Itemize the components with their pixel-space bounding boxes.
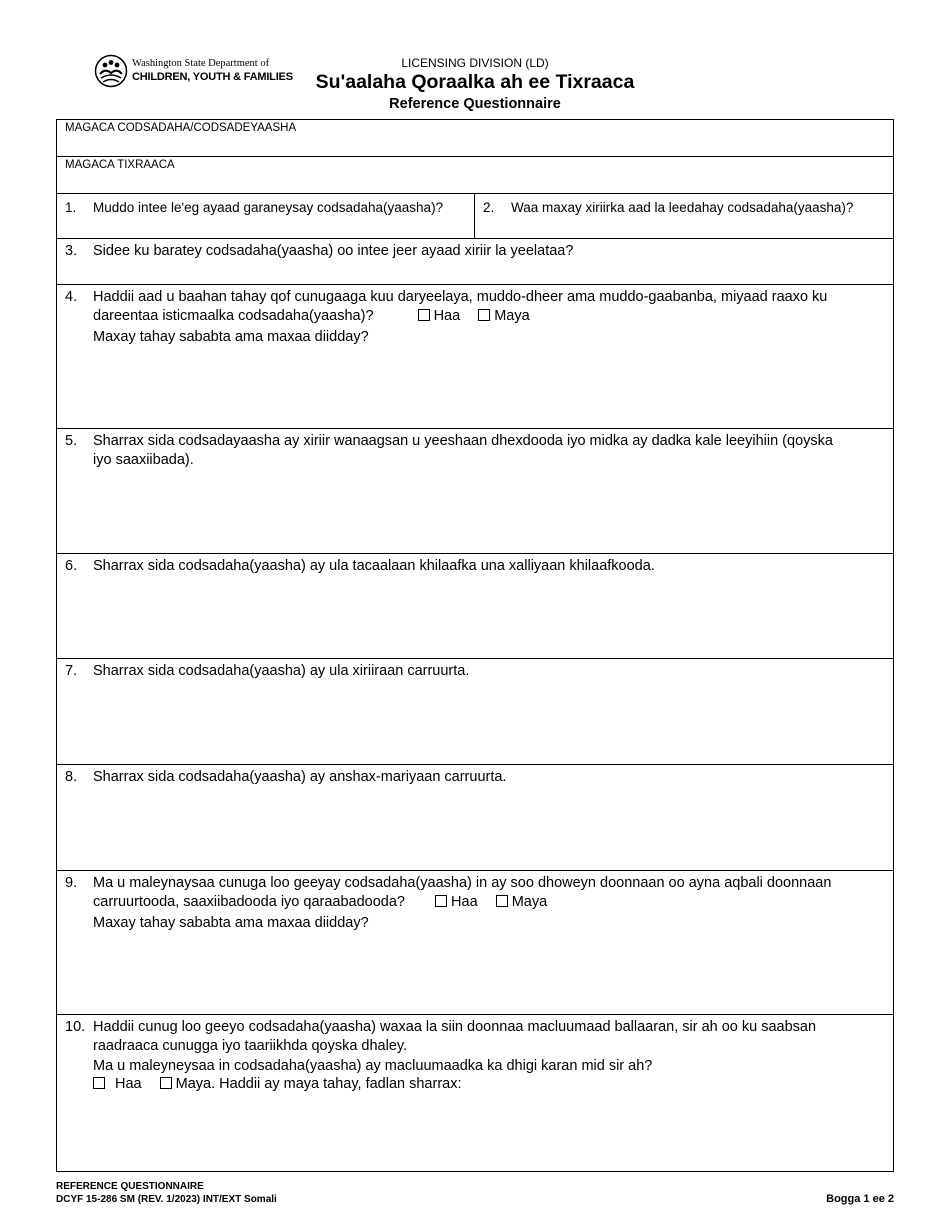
question-2-text: Waa maxay xiriirka aad la leedahay codsadaha(yaasha)? bbox=[511, 200, 854, 215]
question-4-no-checkbox[interactable] bbox=[478, 309, 490, 321]
division-label: LICENSING DIVISION (LD) bbox=[401, 56, 549, 70]
question-4-no-label: Maya bbox=[494, 308, 530, 324]
question-6-text: Sharrax sida codsadaha(yaasha) ay ula tacaalaan khilaafka una xalliyaan khilaafkooda. bbox=[93, 558, 655, 574]
question-row-1-2 bbox=[57, 194, 893, 239]
logo-agency-line1: Washington State Department of bbox=[132, 57, 270, 69]
question-10-no-checkbox[interactable] bbox=[160, 1077, 172, 1089]
question-9-followup: Maxay tahay sababta ama maxaa diidday? bbox=[93, 915, 369, 931]
reference-name-label: MAGACA TIXRAACA bbox=[65, 159, 175, 171]
question-3-field[interactable] bbox=[57, 239, 893, 285]
question-9-yes-label: Haa bbox=[451, 894, 478, 910]
question-6-field[interactable] bbox=[57, 554, 893, 659]
page-subtitle: Reference Questionnaire bbox=[389, 96, 561, 112]
question-6-number: 6. bbox=[65, 558, 78, 574]
question-10-yes-checkbox[interactable] bbox=[93, 1077, 105, 1089]
question-10-text-line2: raadraaca cunugga iyo taariikhda qoyska dhaley. bbox=[93, 1038, 408, 1054]
form-footer bbox=[56, 1180, 277, 1206]
question-10-yes-label: Haa bbox=[115, 1076, 142, 1092]
question-10-number: 10. bbox=[65, 1019, 86, 1035]
question-8-number: 8. bbox=[65, 769, 78, 785]
cell-divider bbox=[474, 194, 475, 238]
question-3-number: 3. bbox=[65, 243, 78, 259]
question-5-field[interactable] bbox=[57, 429, 893, 554]
question-10-text-line1: Haddii cunug loo geeyo codsadaha(yaasha) waxaa la siin doonnaa macluumaad ballaaran, sir ah oo ku saabsan bbox=[93, 1019, 817, 1035]
question-4-text-line1: Haddii aad u baahan tahay qof cunugaaga kuu daryeelaya, muddo-dheer ama muddo-gaabanba, miyaad raaxo ku bbox=[93, 289, 828, 305]
reference-questionnaire-form bbox=[56, 119, 894, 1172]
question-9-text-line2: carruurtooda, saaxiibadooda iyo qaraabadooda? bbox=[93, 894, 405, 910]
question-8-text: Sharrax sida codsadaha(yaasha) ay anshax-mariyaan carruurta. bbox=[93, 769, 507, 785]
logo-agency-line2: CHILDREN, YOUTH & FAMILIES bbox=[132, 71, 293, 84]
question-3-text: Sidee ku baratey codsadaha(yaasha) oo intee jeer ayaad xiriir la yeelataa? bbox=[93, 243, 574, 259]
question-4-text-line2: dareentaa isticmaalka codsadaha(yaasha)? bbox=[93, 308, 374, 324]
question-4-field[interactable] bbox=[57, 285, 893, 429]
applicant-name-label: MAGACA CODSADAHA/CODSADEYAASHA bbox=[65, 122, 297, 134]
question-2-number: 2. bbox=[483, 200, 495, 215]
question-7-text: Sharrax sida codsadaha(yaasha) ay ula xiriiraan carruurta. bbox=[93, 663, 470, 679]
question-4-number: 4. bbox=[65, 289, 78, 305]
question-5-text-line2: iyo saaxiibada). bbox=[93, 452, 194, 468]
question-10-field[interactable] bbox=[57, 1015, 893, 1172]
footer-form-title: REFERENCE QUESTIONNAIRE bbox=[56, 1181, 204, 1192]
question-9-field[interactable] bbox=[57, 871, 893, 1015]
page-title: Su'aalaha Qoraalka ah ee Tixraaca bbox=[315, 71, 635, 93]
applicant-name-field[interactable] bbox=[57, 120, 893, 157]
question-9-number: 9. bbox=[65, 875, 78, 891]
question-10-text-line3: Ma u maleyneysaa in codsadaha(yaasha) ay macluumaadka ka dhigi karan mid sir ah? bbox=[93, 1058, 653, 1074]
question-9-no-checkbox[interactable] bbox=[496, 895, 508, 907]
footer-form-number: DCYF 15-286 SM (REV. 1/2023) INT/EXT Somali bbox=[56, 1194, 277, 1205]
question-9-text-line1: Ma u maleynaysaa cunuga loo geeyay codsadaha(yaasha) in ay soo dhoweyn doonnaan oo ayna aqbali doonnaan bbox=[93, 875, 832, 891]
question-4-yes-checkbox[interactable] bbox=[418, 309, 430, 321]
question-7-field[interactable] bbox=[57, 659, 893, 765]
question-4-yes-label: Haa bbox=[433, 308, 461, 324]
question-8-field[interactable] bbox=[57, 765, 893, 871]
question-1-number: 1. bbox=[65, 200, 77, 215]
question-9-no-label: Maya bbox=[511, 894, 548, 910]
question-9-yes-checkbox[interactable] bbox=[435, 895, 447, 907]
reference-name-field[interactable] bbox=[57, 157, 893, 194]
page-number: Bogga 1 ee 2 bbox=[826, 1193, 894, 1205]
question-7-number: 7. bbox=[65, 663, 78, 679]
question-1-text: Muddo intee le'eg ayaad garaneysay codsadaha(yaasha)? bbox=[93, 200, 444, 215]
question-10-no-explain: Maya. Haddii ay maya tahay, fadlan sharrax: bbox=[175, 1076, 462, 1092]
question-5-text-line1: Sharrax sida codsadayaasha ay xiriir wanaagsan u yeeshaan dhexdooda iyo midka ay dadka kale leeyihiin (qoyska bbox=[93, 433, 833, 449]
question-4-followup: Maxay tahay sababta ama maxaa diidday? bbox=[93, 329, 369, 345]
question-5-number: 5. bbox=[65, 433, 78, 449]
